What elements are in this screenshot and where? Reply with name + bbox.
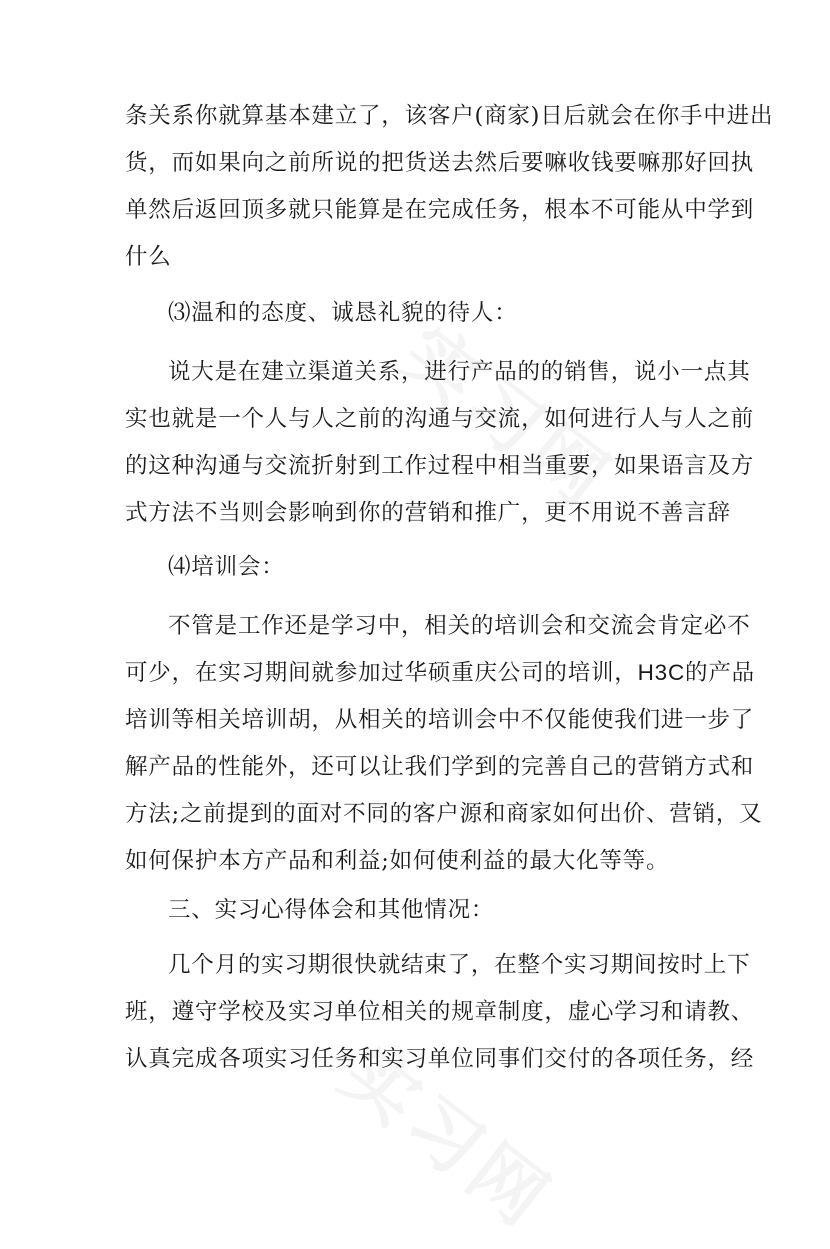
paragraph-line: 培训等相关培训胡，从相关的培训会中不仅能使我们进一步了 bbox=[125, 707, 755, 733]
paragraph-line: 实也就是一个人与人之前的沟通与交流，如何进行人与人之前 bbox=[125, 406, 755, 432]
paragraph-line: 的这种沟通与交流折射到工作过程中相当重要，如果语言及方 bbox=[125, 453, 755, 479]
section-heading: ⑷培训会： bbox=[168, 554, 285, 580]
line-segment: 可少，在实习期间就参加过华硕重庆公司的培训， bbox=[125, 660, 638, 686]
paragraph-line: 单然后返回顶多就只能算是在完成任务，根本不可能从中学到 bbox=[125, 197, 755, 223]
line-segment: 的产品 bbox=[685, 660, 755, 686]
paragraph-line: 什么 bbox=[125, 244, 172, 270]
paragraph-line: 方法;之前提到的面对不同的客户源和商家如何出价、营销，又 bbox=[125, 801, 763, 827]
paragraph-line: 认真完成各项实习任务和实习单位同事们交付的各项任务，经 bbox=[125, 1046, 755, 1072]
paragraph-line: 说大是在建立渠道关系，进行产品的的销售，说小一点其 bbox=[168, 359, 751, 385]
paragraph-line: 如何保护本方产品和利益;如何使利益的最大化等等。 bbox=[125, 848, 670, 874]
paragraph-line: 式方法不当则会影响到你的营销和推广，更不用说不善言辞 bbox=[125, 500, 731, 526]
section-heading: ⑶温和的态度、诚恳礼貌的待人： bbox=[168, 300, 518, 326]
section-heading: 三、实习心得体会和其他情况： bbox=[168, 897, 495, 923]
paragraph-line: 货，而如果向之前所说的把货送去然后要嘛收钱要嘛那好回执 bbox=[125, 150, 755, 176]
paragraph-line: 不管是工作还是学习中，相关的培训会和交流会肯定必不 bbox=[168, 613, 751, 639]
paragraph-line bbox=[125, 658, 755, 688]
paragraph-line: 条关系你就算基本建立了，该客户(商家)日后就会在你手中进出 bbox=[125, 103, 774, 129]
paragraph-line: 班，遵守学校及实习单位相关的规章制度，虚心学习和请教、 bbox=[125, 999, 755, 1025]
paragraph-line: 几个月的实习期很快就结束了，在整个实习期间按时上下 bbox=[168, 952, 751, 978]
brand-name: H3C bbox=[637, 660, 686, 685]
paragraph-line: 解产品的性能外，还可以让我们学到的完善自己的营销方式和 bbox=[125, 754, 755, 780]
